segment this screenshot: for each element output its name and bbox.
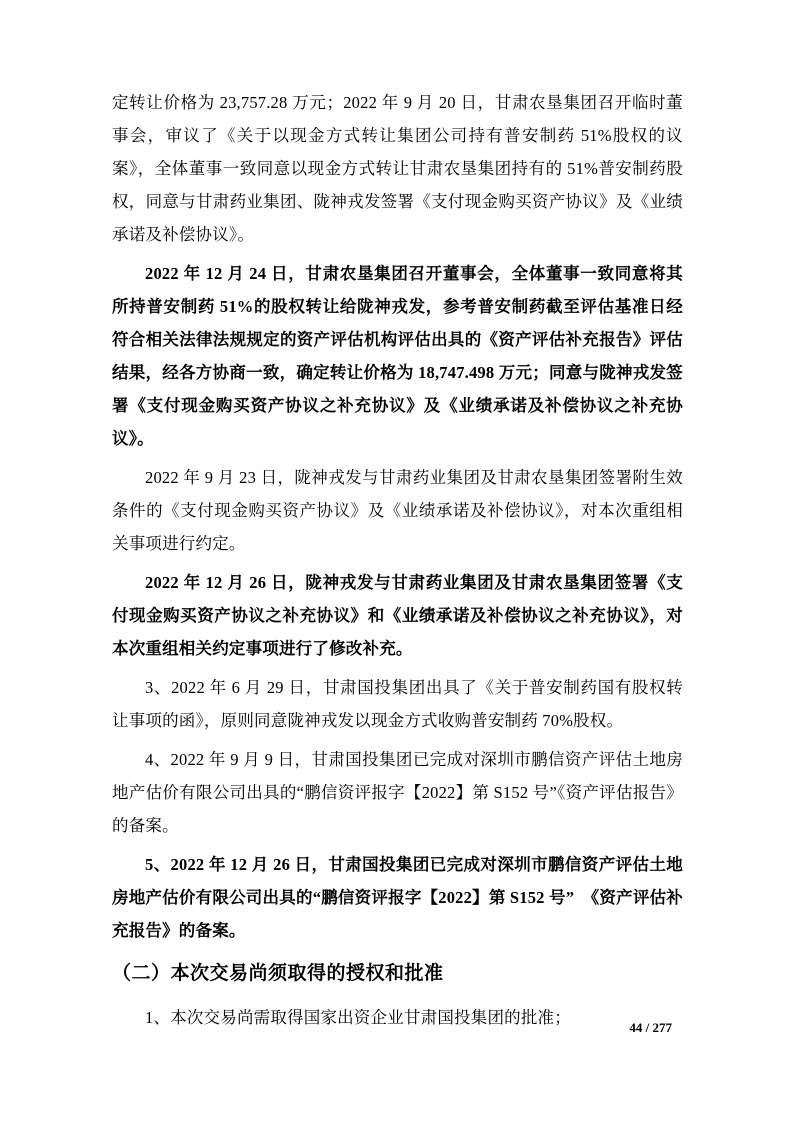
paragraph-bold-dec26-agreement: 2022 年 12 月 26 日，陇神戎发与甘肃药业集团及甘肃农垦集团签署《支付现金购买资产协议之补充协议》和《业绩承诺及补偿协议之补充协议》，对本次重组相关约定事项进行了修改补充。 (112, 573, 683, 658)
paragraph-sep23-agreement: 2022 年 9 月 23 日，陇神戎发与甘肃药业集团及甘肃农垦集团签署附生效条件的《支付现金购买资产协议》及《业绩承诺及补偿协议》，对本次重组相关事项进行约定。 (112, 468, 683, 553)
section-heading-authorizations: （二）本次交易尚须取得的授权和批准 (112, 963, 444, 984)
paragraph-approval-item-1: 1、本次交易尚需取得国家出资企业甘肃国投集团的批准； (145, 1008, 571, 1027)
paragraph-item-5-bold: 5、2022 年 12 月 26 日，甘肃国投集团已完成对深圳市鹏信资产评估土地房地产估价有限公司出具的“鹏信资评报字【2022】第 S152 号” 《资产评估补充报告》的备案。 (112, 855, 683, 940)
page-number: 44 / 277 (629, 1020, 672, 1035)
paragraph-bold-supplement-dec24: 2022 年 12 月 24 日，甘肃农垦集团召开董事会，全体董事一致同意将其所持普安制药 51%的股权转让给陇神戎发，参考普安制药截至评估基准日经符合相关法律法规规定的资产评估机构评估出具的《资产评估补充报告》评估结果，经各方协商一致，确定转让价格为 18,747.498 万元；同意与陇神戎发签署《支付现金购买资产协议之补充协议》及《业绩承诺及补偿协议之补充协议》。 (112, 264, 683, 448)
paragraph-item-4: 4、2022 年 9 月 9 日，甘肃国投集团已完成对深圳市鹏信资产评估土地房地产估价有限公司出具的“鹏信资评报字【2022】第 S152 号”《资产评估报告》的备案。 (112, 750, 683, 835)
paragraph-continuation: 定转让价格为 23,757.28 万元；2022 年 9 月 20 日，甘肃农垦集团召开临时董事会，审议了《关于以现金方式转让集团公司持有普安制药 51%股权的议案》，全体董事一致同意以现金方式转让甘肃农垦集团持有的 51%普安制药股权，同意与甘肃药业集团、陇神戎发签署《支付现金购买资产协议》及《业绩承诺及补偿协议》。 (112, 93, 683, 244)
paragraph-item-3: 3、2022 年 6 月 29 日，甘肃国投集团出具了《关于普安制药国有股权转让事项的函》，原则同意陇神戎发以现金方式收购普安制药 70%股权。 (112, 678, 683, 730)
